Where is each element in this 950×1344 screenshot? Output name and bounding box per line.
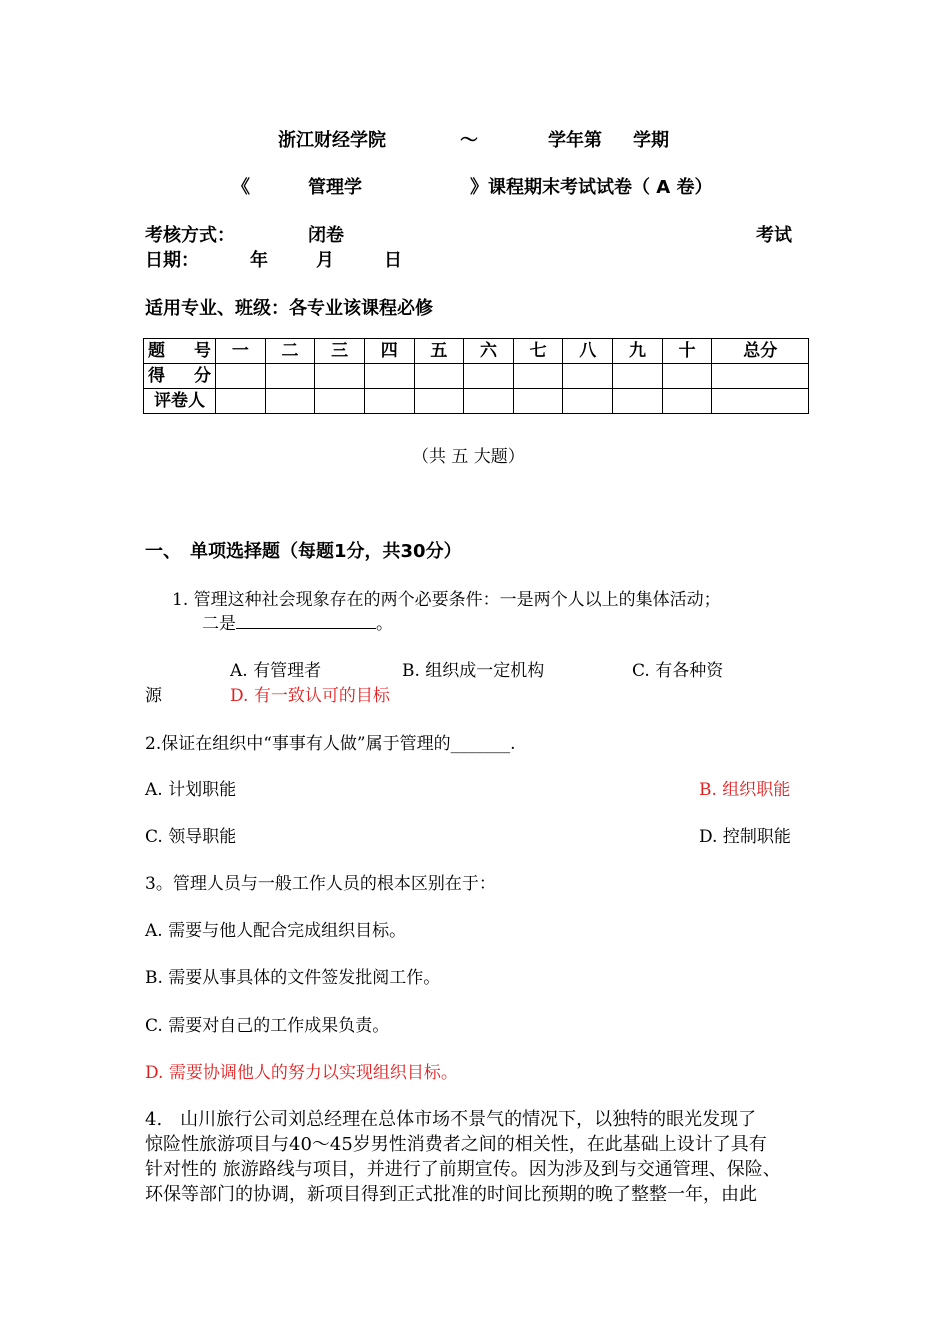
grader-row-label: 评卷人 <box>144 389 216 414</box>
date-day: 日 <box>384 250 402 271</box>
score-row-label: 得 分 <box>144 364 216 389</box>
col-5: 五 <box>414 339 464 364</box>
score-cell <box>613 364 663 389</box>
score-cell <box>712 364 809 389</box>
grader-cell <box>364 389 414 414</box>
q1-option-a: A. 有管理者 <box>230 661 322 681</box>
q4-stem-line3: 针对性的 旅游路线与项目，并进行了前期宣传。因为涉及到与交通管理、保险、 <box>145 1159 781 1180</box>
score-cell <box>662 364 712 389</box>
col-7: 七 <box>513 339 563 364</box>
grader-row <box>144 389 809 414</box>
score-cell <box>464 364 514 389</box>
section-1-title: 一、 单项选择题（每题1分，共30分） <box>145 541 462 562</box>
q1-stem-line2 <box>202 609 393 634</box>
q1-stem-line1: 1. 管理这种社会现象存在的两个必要条件：一是两个人以上的集体活动； <box>172 590 721 610</box>
q4-stem-line2: 惊险性旅游项目与40～45岁男性消费者之间的相关性，在此基础上设计了具有 <box>145 1134 767 1155</box>
grader-cell <box>464 389 514 414</box>
q4-stem-line4: 环保等部门的协调，新项目得到正式批准的时间比预期的晚了整整一年，由此 <box>145 1184 757 1205</box>
score-cell <box>563 364 613 389</box>
score-cell <box>513 364 563 389</box>
year-term-label: 学年第 <box>548 130 602 151</box>
date-month: 月 <box>316 250 334 271</box>
q3-option-a: A. 需要与他人配合完成组织目标。 <box>145 921 407 941</box>
col-10: 十 <box>662 339 712 364</box>
col-4: 四 <box>364 339 414 364</box>
q1-option-b: B. 组织成一定机构 <box>402 661 545 681</box>
total-sections-note: （共 五 大题） <box>412 447 525 467</box>
school-name: 浙江财经学院 <box>278 130 386 151</box>
q3-option-c: C. 需要对自己的工作成果负责。 <box>145 1016 390 1036</box>
exam-mode-value: 闭卷 <box>308 225 344 246</box>
q2-option-c: C. 领导职能 <box>145 827 237 847</box>
q2-option-d: D. 控制职能 <box>699 827 791 847</box>
score-cell <box>265 364 315 389</box>
col-total: 总分 <box>712 339 809 364</box>
q1-stem-end: 。 <box>376 614 393 634</box>
q4-stem-line1: 4. 山川旅行公司刘总经理在总体市场不景气的情况下，以独特的眼光发现了 <box>145 1109 757 1130</box>
exam-mode-label: 考核方式： <box>145 225 235 246</box>
exam-date-label: 日期： <box>145 250 199 271</box>
course-bracket-open: 《 <box>232 177 250 198</box>
year-tilde: ～ <box>460 130 478 151</box>
q1-answer-blank <box>236 610 376 629</box>
grader-cell <box>613 389 663 414</box>
grader-cell <box>712 389 809 414</box>
grader-cell <box>216 389 266 414</box>
col-8: 八 <box>563 339 613 364</box>
score-cell <box>315 364 365 389</box>
grader-cell <box>563 389 613 414</box>
q3-option-b: B. 需要从事具体的文件签发批阅工作。 <box>145 968 441 988</box>
score-row <box>144 364 809 389</box>
exam-paper-title: 》课程期末考试试卷（ A 卷） <box>470 177 713 198</box>
score-table-header-row <box>144 339 809 364</box>
q3-option-d-answer: D. 需要协调他人的努力以实现组织目标。 <box>145 1063 458 1083</box>
applicable-majors: 适用专业、班级：各专业该课程必修 <box>145 298 433 319</box>
score-table <box>143 338 809 414</box>
q1-option-d-answer: D. 有一致认可的目标 <box>230 686 390 706</box>
col-3: 三 <box>315 339 365 364</box>
col-2: 二 <box>265 339 315 364</box>
q1-stem-prefix: 二是 <box>202 614 236 634</box>
grader-cell <box>662 389 712 414</box>
q2-option-a: A. 计划职能 <box>145 780 237 800</box>
course-name: 管理学 <box>308 177 362 198</box>
date-year: 年 <box>250 250 268 271</box>
grader-cell <box>265 389 315 414</box>
score-cell <box>216 364 266 389</box>
grader-cell <box>414 389 464 414</box>
col-1: 一 <box>216 339 266 364</box>
score-cell <box>364 364 414 389</box>
q2-stem: 2.保证在组织中“事事有人做”属于管理的_______. <box>145 734 516 754</box>
grader-cell <box>315 389 365 414</box>
grader-cell <box>513 389 563 414</box>
q1-option-c: C. 有各种资 <box>632 661 724 681</box>
q2-option-b-answer: B. 组织职能 <box>699 780 791 800</box>
exam-label: 考试 <box>756 225 792 246</box>
q1-option-c-cont: 源 <box>145 686 162 706</box>
score-cell <box>414 364 464 389</box>
question-number-label: 题 号 <box>144 339 216 364</box>
term-label: 学期 <box>633 130 669 151</box>
q3-stem: 3。管理人员与一般工作人员的根本区别在于： <box>145 874 496 894</box>
col-9: 九 <box>613 339 663 364</box>
col-6: 六 <box>464 339 514 364</box>
